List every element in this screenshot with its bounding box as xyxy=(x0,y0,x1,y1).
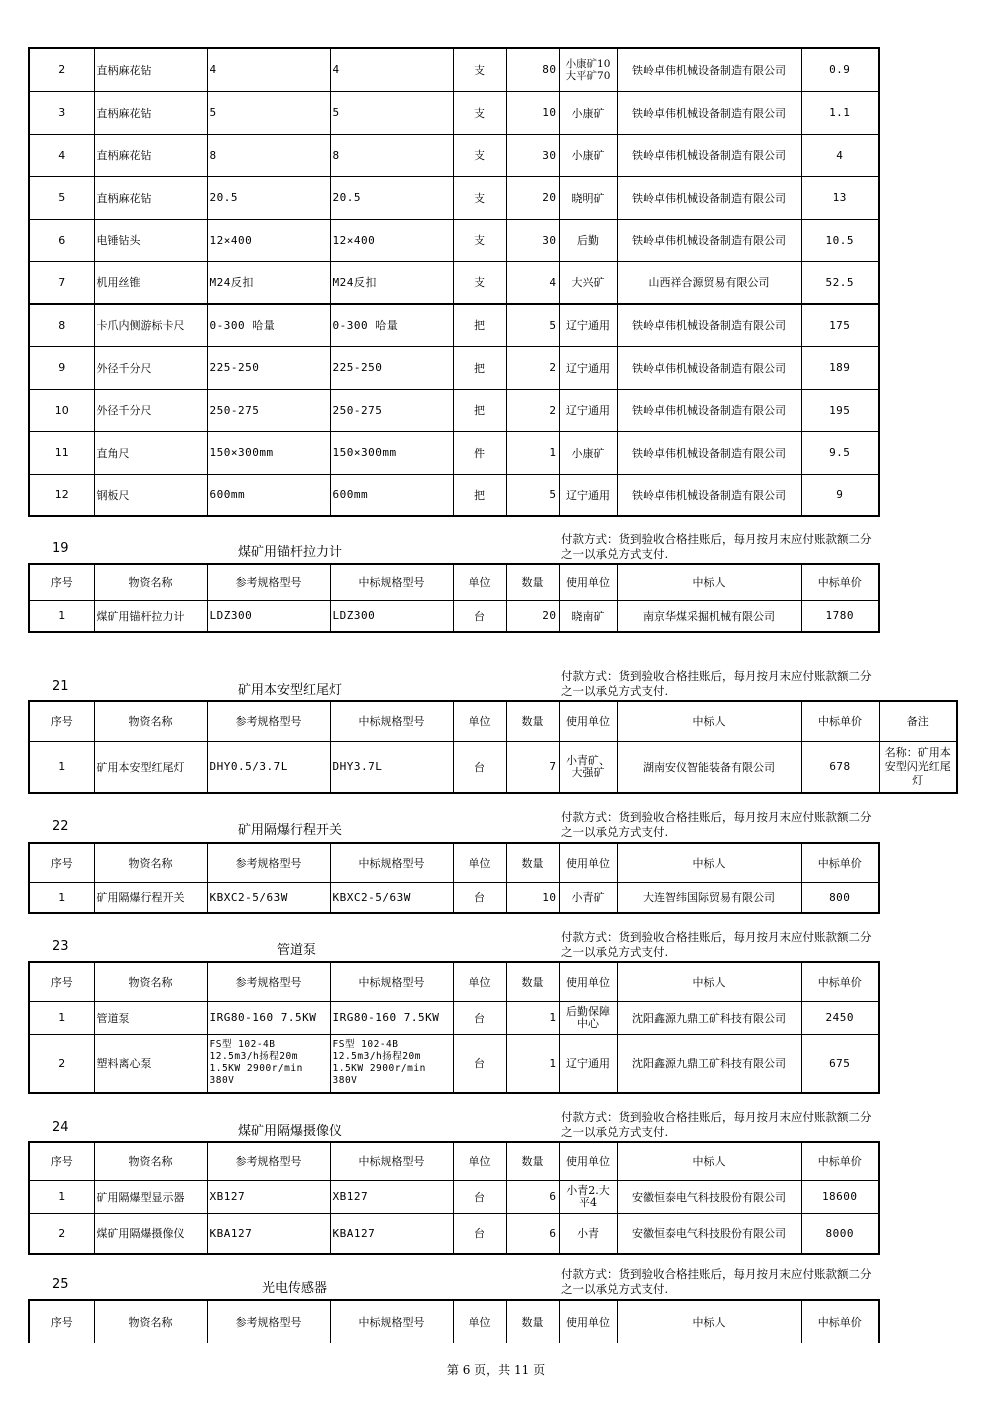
cell-unit: 把 xyxy=(453,474,506,516)
cell-qty: 2 xyxy=(506,346,559,389)
cell-user: 小青2.大平4 xyxy=(559,1180,617,1213)
section-number: 19 xyxy=(52,541,69,556)
header-unit: 单位 xyxy=(453,564,506,600)
cell-ref-spec: KBA127 xyxy=(207,1213,330,1254)
table-header-row xyxy=(29,564,879,600)
section-number: 25 xyxy=(52,1277,69,1292)
cell-unit: 件 xyxy=(453,431,506,474)
cell-name: 直柄麻花钻 xyxy=(94,91,207,134)
table-header-row xyxy=(29,1300,879,1343)
cell-bid-spec: 5 xyxy=(330,91,453,134)
cell-winner: 安徽恒泰电气科技股份有限公司 xyxy=(617,1213,801,1254)
cell-bid-spec: 4 xyxy=(330,48,453,91)
cell-seq: 2 xyxy=(29,1034,94,1093)
cell-seq: 3 xyxy=(29,91,94,134)
header-qty: 数量 xyxy=(506,564,559,600)
header-ref-spec: 参考规格型号 xyxy=(207,564,330,600)
header-price: 中标单价 xyxy=(801,1300,879,1343)
cell-ref-spec: 150×300mm xyxy=(207,431,330,474)
cell-name: 直角尺 xyxy=(94,431,207,474)
cell-seq: 10 xyxy=(29,389,94,431)
cell-unit: 台 xyxy=(453,600,506,632)
table-row xyxy=(29,1213,879,1254)
cell-qty: 80 xyxy=(506,48,559,91)
header-user: 使用单位 xyxy=(559,962,617,1001)
header-qty: 数量 xyxy=(506,1300,559,1343)
cell-price: 10.5 xyxy=(801,219,879,261)
cell-qty: 6 xyxy=(506,1213,559,1254)
table-row xyxy=(29,176,879,219)
header-qty: 数量 xyxy=(506,962,559,1001)
cell-name: 外径千分尺 xyxy=(94,389,207,431)
cell-bid-spec: 600mm xyxy=(330,474,453,516)
cell-seq: 9 xyxy=(29,346,94,389)
cell-unit: 支 xyxy=(453,176,506,219)
header-unit: 单位 xyxy=(453,1142,506,1180)
cell-price: 175 xyxy=(801,304,879,346)
cell-user: 小青 xyxy=(559,1213,617,1254)
table-row xyxy=(29,261,879,304)
header-name: 物资名称 xyxy=(94,564,207,600)
cell-seq: 8 xyxy=(29,304,94,346)
cell-name: 管道泵 xyxy=(94,1001,207,1034)
cell-user: 辽宁通用 xyxy=(559,1034,617,1093)
section-table-body xyxy=(29,1300,879,1343)
cell-seq: 1 xyxy=(29,600,94,632)
cell-name: 矿用隔爆行程开关 xyxy=(94,882,207,913)
header-winner: 中标人 xyxy=(617,1300,801,1343)
table-row xyxy=(29,1001,879,1034)
section-table-body xyxy=(29,564,879,632)
cell-user: 辽宁通用 xyxy=(559,474,617,516)
cell-price: 18600 xyxy=(801,1180,879,1213)
cell-name: 机用丝锥 xyxy=(94,261,207,304)
section-table-body xyxy=(29,962,879,1093)
table-header-row xyxy=(29,843,879,882)
cell-seq: 7 xyxy=(29,261,94,304)
cell-seq: 1 xyxy=(29,1001,94,1034)
header-bid-spec: 中标规格型号 xyxy=(330,564,453,600)
payment-note: 付款方式：货到验收合格挂账后，每月按月末应付账款额二分之一以承兑方式支付. xyxy=(561,532,872,561)
cell-bid-spec: KBA127 xyxy=(330,1213,453,1254)
cell-unit: 台 xyxy=(453,882,506,913)
cell-winner: 铁岭卓伟机械设备制造有限公司 xyxy=(617,431,801,474)
header-bid-spec: 中标规格型号 xyxy=(330,701,453,741)
cell-seq: 12 xyxy=(29,474,94,516)
table-row xyxy=(29,304,879,346)
cell-user: 小青矿、大强矿 xyxy=(559,741,617,793)
cell-price: 2450 xyxy=(801,1001,879,1034)
cell-unit: 台 xyxy=(453,741,506,793)
cell-qty: 1 xyxy=(506,1034,559,1093)
header-unit: 单位 xyxy=(453,843,506,882)
cell-name: 煤矿用隔爆摄像仪 xyxy=(94,1213,207,1254)
cell-qty: 1 xyxy=(506,431,559,474)
cell-user: 小青矿 xyxy=(559,882,617,913)
cell-ref-spec: 600mm xyxy=(207,474,330,516)
cell-qty: 2 xyxy=(506,389,559,431)
section-title: 煤矿用隔爆摄像仪 xyxy=(238,1124,343,1139)
top-table xyxy=(28,47,880,517)
section-number: 24 xyxy=(52,1120,69,1135)
cell-user: 辽宁通用 xyxy=(559,389,617,431)
cell-unit: 台 xyxy=(453,1034,506,1093)
cell-bid-spec: 150×300mm xyxy=(330,431,453,474)
cell-unit: 支 xyxy=(453,48,506,91)
section-number: 21 xyxy=(52,679,69,694)
header-winner: 中标人 xyxy=(617,962,801,1001)
cell-name: 塑料离心泵 xyxy=(94,1034,207,1093)
cell-qty: 10 xyxy=(506,91,559,134)
cell-winner: 铁岭卓伟机械设备制造有限公司 xyxy=(617,48,801,91)
header-winner: 中标人 xyxy=(617,843,801,882)
header-price: 中标单价 xyxy=(801,564,879,600)
table-row xyxy=(29,48,879,91)
cell-winner: 南京华煤采掘机械有限公司 xyxy=(617,600,801,632)
section-title: 管道泵 xyxy=(277,943,317,958)
cell-user: 小康矿 xyxy=(559,91,617,134)
table-row xyxy=(29,741,957,793)
cell-winner: 铁岭卓伟机械设备制造有限公司 xyxy=(617,389,801,431)
cell-ref-spec: 4 xyxy=(207,48,330,91)
cell-qty: 4 xyxy=(506,261,559,304)
cell-qty: 5 xyxy=(506,474,559,516)
cell-bid-spec: KBXC2-5/63W xyxy=(330,882,453,913)
table-row xyxy=(29,346,879,389)
cell-qty: 30 xyxy=(506,134,559,176)
header-bid-spec: 中标规格型号 xyxy=(330,1142,453,1180)
cell-bid-spec: DHY3.7L xyxy=(330,741,453,793)
cell-user: 后勤 xyxy=(559,219,617,261)
section-number: 22 xyxy=(52,819,69,834)
cell-qty: 20 xyxy=(506,600,559,632)
section-table xyxy=(28,961,880,1094)
cell-ref-spec: 5 xyxy=(207,91,330,134)
payment-note: 付款方式：货到验收合格挂账后，每月按月末应付账款额二分之一以承兑方式支付. xyxy=(561,930,872,959)
payment-note: 付款方式：货到验收合格挂账后，每月按月末应付账款额二分之一以承兑方式支付. xyxy=(561,1267,872,1296)
header-seq: 序号 xyxy=(29,843,94,882)
cell-ref-spec: 250-275 xyxy=(207,389,330,431)
cell-name: 外径千分尺 xyxy=(94,346,207,389)
cell-winner: 铁岭卓伟机械设备制造有限公司 xyxy=(617,176,801,219)
header-name: 物资名称 xyxy=(94,843,207,882)
cell-winner: 安徽恒泰电气科技股份有限公司 xyxy=(617,1180,801,1213)
cell-user: 晓明矿 xyxy=(559,176,617,219)
cell-unit: 把 xyxy=(453,346,506,389)
header-seq: 序号 xyxy=(29,1142,94,1180)
cell-unit: 台 xyxy=(453,1180,506,1213)
cell-bid-spec: IRG80-160 7.5KW xyxy=(330,1001,453,1034)
header-seq: 序号 xyxy=(29,962,94,1001)
table-row xyxy=(29,219,879,261)
top-table-body xyxy=(29,48,879,516)
cell-unit: 支 xyxy=(453,91,506,134)
cell-seq: 2 xyxy=(29,48,94,91)
section-title: 矿用隔爆行程开关 xyxy=(238,823,343,838)
header-name: 物资名称 xyxy=(94,962,207,1001)
header-price: 中标单价 xyxy=(801,843,879,882)
cell-qty: 10 xyxy=(506,882,559,913)
header-seq: 序号 xyxy=(29,564,94,600)
table-header-row xyxy=(29,701,957,741)
cell-bid-spec: 12×400 xyxy=(330,219,453,261)
cell-seq: 6 xyxy=(29,219,94,261)
section-title: 矿用本安型红尾灯 xyxy=(238,683,343,698)
header-unit: 单位 xyxy=(453,962,506,1001)
cell-winner: 铁岭卓伟机械设备制造有限公司 xyxy=(617,304,801,346)
header-user: 使用单位 xyxy=(559,701,617,741)
table-row xyxy=(29,1034,879,1093)
cell-price: 189 xyxy=(801,346,879,389)
section-table xyxy=(28,1299,880,1343)
cell-winner: 山西祥合源贸易有限公司 xyxy=(617,261,801,304)
section-table-body xyxy=(29,843,879,913)
cell-bid-spec: FS型 102-4B 12.5m3/h扬程20m 1.5KW 2900r/min 380V xyxy=(330,1034,453,1093)
header-ref-spec: 参考规格型号 xyxy=(207,843,330,882)
cell-user: 大兴矿 xyxy=(559,261,617,304)
cell-ref-spec: IRG80-160 7.5KW xyxy=(207,1001,330,1034)
header-qty: 数量 xyxy=(506,701,559,741)
cell-ref-spec: M24反扣 xyxy=(207,261,330,304)
cell-qty: 30 xyxy=(506,219,559,261)
section-title: 煤矿用锚杆拉力计 xyxy=(238,545,343,560)
header-ref-spec: 参考规格型号 xyxy=(207,962,330,1001)
cell-winner: 铁岭卓伟机械设备制造有限公司 xyxy=(617,346,801,389)
cell-bid-spec: 0-300 哈量 xyxy=(330,304,453,346)
table-row xyxy=(29,134,879,176)
cell-name: 电锤钻头 xyxy=(94,219,207,261)
header-unit: 单位 xyxy=(453,701,506,741)
cell-seq: 4 xyxy=(29,134,94,176)
cell-user: 辽宁通用 xyxy=(559,346,617,389)
table-row xyxy=(29,389,879,431)
cell-winner: 沈阳鑫源九鼎工矿科技有限公司 xyxy=(617,1034,801,1093)
cell-unit: 把 xyxy=(453,304,506,346)
section-number: 23 xyxy=(52,939,69,954)
table-row xyxy=(29,882,879,913)
cell-seq: 5 xyxy=(29,176,94,219)
cell-winner: 大连智纬国际贸易有限公司 xyxy=(617,882,801,913)
cell-price: 675 xyxy=(801,1034,879,1093)
cell-ref-spec: 0-300 哈量 xyxy=(207,304,330,346)
cell-name: 直柄麻花钻 xyxy=(94,48,207,91)
cell-ref-spec: 20.5 xyxy=(207,176,330,219)
cell-user: 小康矿10 大平矿70 xyxy=(559,48,617,91)
header-remark: 备注 xyxy=(879,701,957,741)
cell-user: 小康矿 xyxy=(559,134,617,176)
section-table xyxy=(28,842,880,914)
cell-seq: 2 xyxy=(29,1213,94,1254)
header-seq: 序号 xyxy=(29,1300,94,1343)
table-header-row xyxy=(29,1142,879,1180)
section-table xyxy=(28,563,880,633)
header-user: 使用单位 xyxy=(559,843,617,882)
cell-name: 矿用隔爆型显示器 xyxy=(94,1180,207,1213)
cell-ref-spec: KBXC2-5/63W xyxy=(207,882,330,913)
table-row xyxy=(29,431,879,474)
cell-name: 钢板尺 xyxy=(94,474,207,516)
table-row xyxy=(29,474,879,516)
table-row xyxy=(29,1180,879,1213)
header-qty: 数量 xyxy=(506,843,559,882)
cell-seq: 1 xyxy=(29,741,94,793)
cell-unit: 支 xyxy=(453,134,506,176)
section-table-body xyxy=(29,701,957,793)
cell-bid-spec: LDZ300 xyxy=(330,600,453,632)
cell-price: 678 xyxy=(801,741,879,793)
cell-remark: 名称：矿用本安型闪光红尾灯 xyxy=(879,741,957,793)
cell-unit: 台 xyxy=(453,1213,506,1254)
cell-seq: 11 xyxy=(29,431,94,474)
table-row xyxy=(29,91,879,134)
cell-price: 8000 xyxy=(801,1213,879,1254)
cell-winner: 沈阳鑫源九鼎工矿科技有限公司 xyxy=(617,1001,801,1034)
header-user: 使用单位 xyxy=(559,1142,617,1180)
cell-ref-spec: DHY0.5/3.7L xyxy=(207,741,330,793)
header-name: 物资名称 xyxy=(94,1300,207,1343)
header-price: 中标单价 xyxy=(801,962,879,1001)
section-table-body xyxy=(29,1142,879,1254)
cell-bid-spec: M24反扣 xyxy=(330,261,453,304)
header-seq: 序号 xyxy=(29,701,94,741)
header-user: 使用单位 xyxy=(559,1300,617,1343)
cell-ref-spec: LDZ300 xyxy=(207,600,330,632)
header-name: 物资名称 xyxy=(94,1142,207,1180)
page-footer: 第 6 页，共 11 页 xyxy=(446,1363,546,1377)
header-user: 使用单位 xyxy=(559,564,617,600)
header-ref-spec: 参考规格型号 xyxy=(207,1300,330,1343)
payment-note: 付款方式：货到验收合格挂账后，每月按月末应付账款额二分之一以承兑方式支付. xyxy=(561,810,872,839)
cell-ref-spec: 12×400 xyxy=(207,219,330,261)
header-winner: 中标人 xyxy=(617,701,801,741)
cell-qty: 1 xyxy=(506,1001,559,1034)
cell-price: 9.5 xyxy=(801,431,879,474)
payment-note: 付款方式：货到验收合格挂账后，每月按月末应付账款额二分之一以承兑方式支付. xyxy=(561,1110,872,1139)
section-table xyxy=(28,700,958,794)
cell-user: 晓南矿 xyxy=(559,600,617,632)
cell-unit: 支 xyxy=(453,219,506,261)
cell-unit: 支 xyxy=(453,261,506,304)
cell-bid-spec: 20.5 xyxy=(330,176,453,219)
cell-qty: 20 xyxy=(506,176,559,219)
header-bid-spec: 中标规格型号 xyxy=(330,843,453,882)
cell-bid-spec: XB127 xyxy=(330,1180,453,1213)
cell-seq: 1 xyxy=(29,882,94,913)
header-ref-spec: 参考规格型号 xyxy=(207,1142,330,1180)
cell-price: 1780 xyxy=(801,600,879,632)
cell-bid-spec: 225-250 xyxy=(330,346,453,389)
section-title: 光电传感器 xyxy=(262,1281,328,1296)
cell-price: 9 xyxy=(801,474,879,516)
cell-user: 辽宁通用 xyxy=(559,304,617,346)
cell-winner: 铁岭卓伟机械设备制造有限公司 xyxy=(617,91,801,134)
table-header-row xyxy=(29,962,879,1001)
cell-qty: 6 xyxy=(506,1180,559,1213)
header-qty: 数量 xyxy=(506,1142,559,1180)
cell-bid-spec: 250-275 xyxy=(330,389,453,431)
header-name: 物资名称 xyxy=(94,701,207,741)
cell-name: 煤矿用锚杆拉力计 xyxy=(94,600,207,632)
cell-price: 13 xyxy=(801,176,879,219)
cell-price: 52.5 xyxy=(801,261,879,304)
cell-price: 0.9 xyxy=(801,48,879,91)
cell-name: 卡爪内侧游标卡尺 xyxy=(94,304,207,346)
header-bid-spec: 中标规格型号 xyxy=(330,1300,453,1343)
cell-price: 4 xyxy=(801,134,879,176)
cell-qty: 5 xyxy=(506,304,559,346)
cell-winner: 铁岭卓伟机械设备制造有限公司 xyxy=(617,219,801,261)
header-winner: 中标人 xyxy=(617,1142,801,1180)
cell-name: 矿用本安型红尾灯 xyxy=(94,741,207,793)
cell-ref-spec: FS型 102-4B 12.5m3/h扬程20m 1.5KW 2900r/min 380V xyxy=(207,1034,330,1093)
header-winner: 中标人 xyxy=(617,564,801,600)
cell-price: 800 xyxy=(801,882,879,913)
cell-price: 1.1 xyxy=(801,91,879,134)
header-price: 中标单价 xyxy=(801,701,879,741)
cell-ref-spec: 225-250 xyxy=(207,346,330,389)
cell-seq: 1 xyxy=(29,1180,94,1213)
cell-bid-spec: 8 xyxy=(330,134,453,176)
cell-unit: 台 xyxy=(453,1001,506,1034)
cell-winner: 铁岭卓伟机械设备制造有限公司 xyxy=(617,134,801,176)
cell-ref-spec: 8 xyxy=(207,134,330,176)
cell-name: 直柄麻花钻 xyxy=(94,134,207,176)
header-price: 中标单价 xyxy=(801,1142,879,1180)
table-row xyxy=(29,600,879,632)
cell-winner: 湖南安仪智能装备有限公司 xyxy=(617,741,801,793)
cell-name: 直柄麻花钻 xyxy=(94,176,207,219)
cell-price: 195 xyxy=(801,389,879,431)
cell-winner: 铁岭卓伟机械设备制造有限公司 xyxy=(617,474,801,516)
cell-unit: 把 xyxy=(453,389,506,431)
header-bid-spec: 中标规格型号 xyxy=(330,962,453,1001)
cell-ref-spec: XB127 xyxy=(207,1180,330,1213)
cell-qty: 7 xyxy=(506,741,559,793)
header-ref-spec: 参考规格型号 xyxy=(207,701,330,741)
payment-note: 付款方式：货到验收合格挂账后，每月按月末应付账款额二分之一以承兑方式支付. xyxy=(561,669,872,698)
cell-user: 后勤保障中心 xyxy=(559,1001,617,1034)
section-table xyxy=(28,1141,880,1255)
cell-user: 小康矿 xyxy=(559,431,617,474)
header-unit: 单位 xyxy=(453,1300,506,1343)
